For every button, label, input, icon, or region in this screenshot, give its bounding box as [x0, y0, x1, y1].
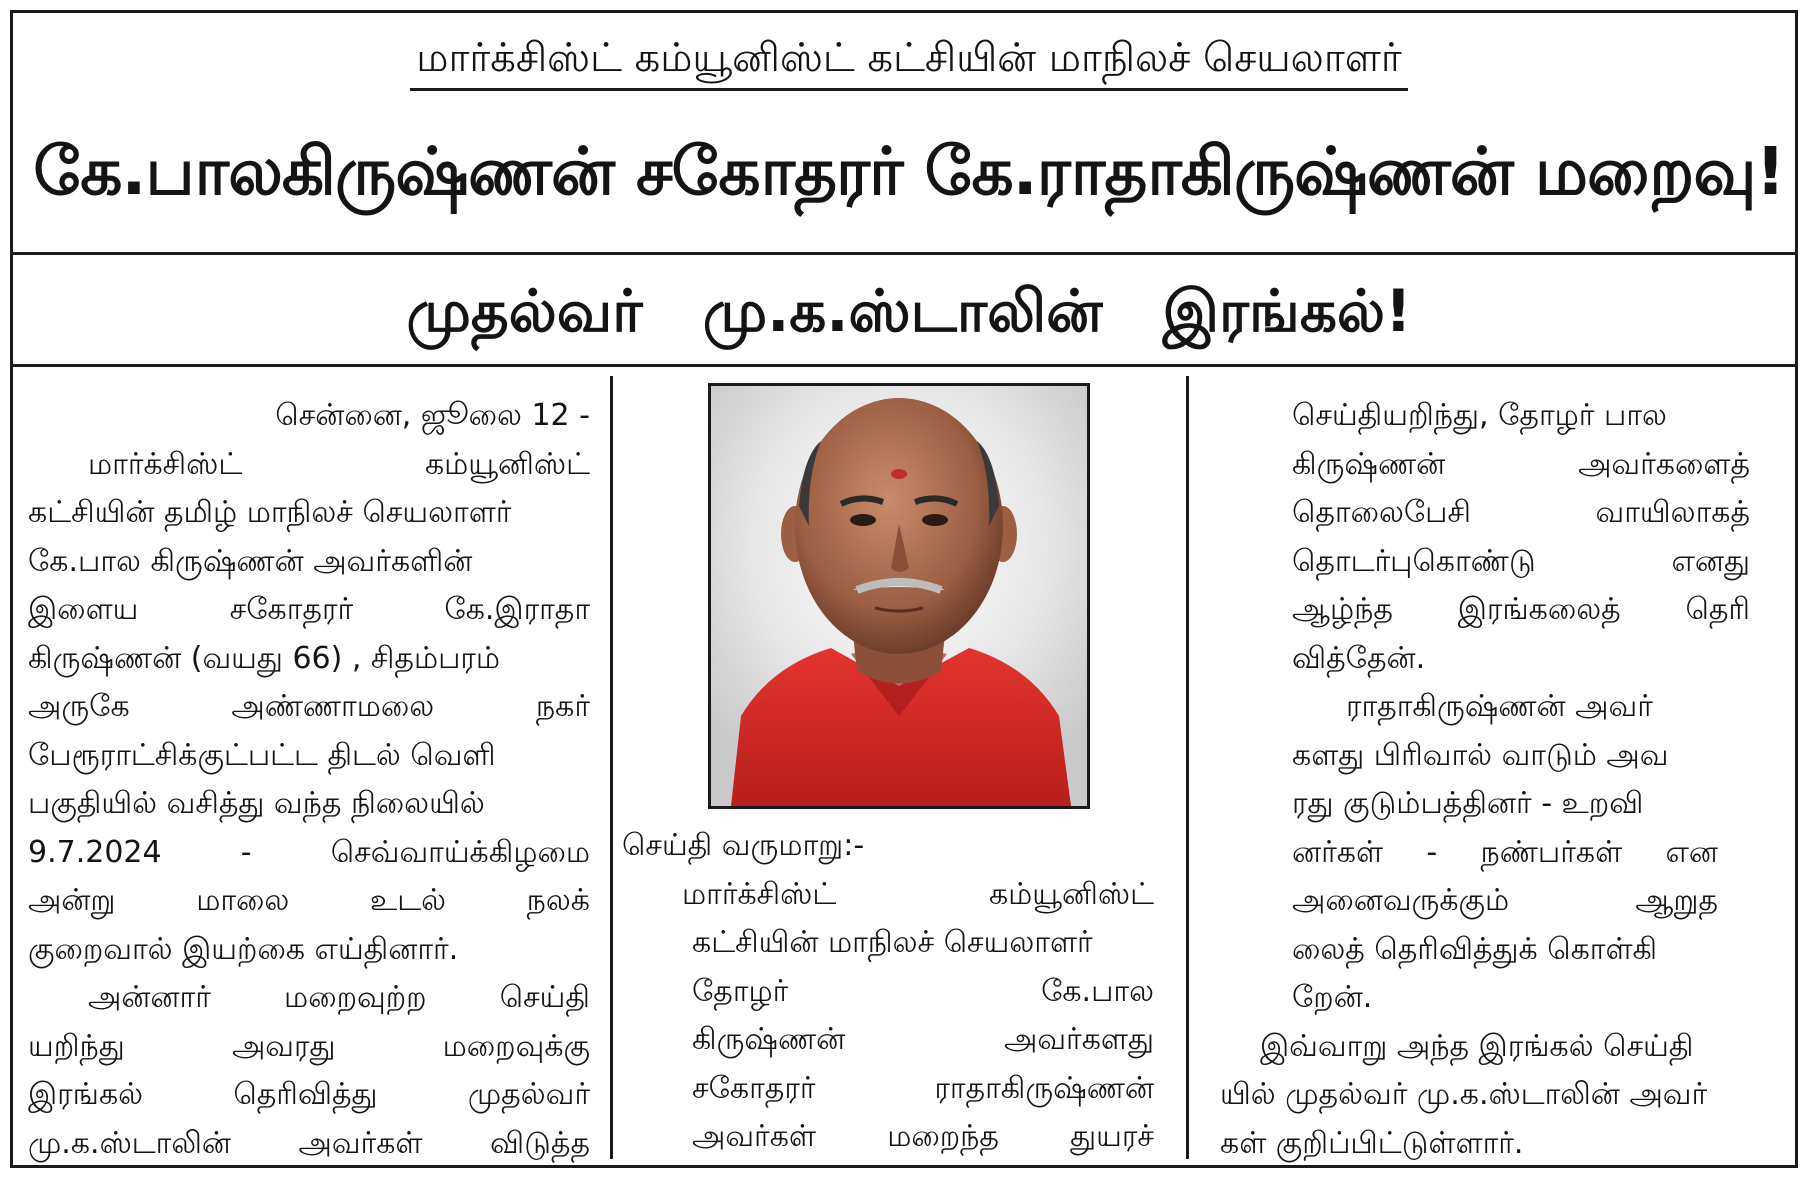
column-divider — [610, 376, 613, 1159]
kicker-line: மார்க்சிஸ்ட் கம்யூனிஸ்ட் கட்சியின் மாநிலச் செயலாளர் — [410, 32, 1407, 91]
headline: கே.பாலகிருஷ்ணன் சகோதரர் கே.ராதாகிருஷ்ணன் மறைவு! — [33, 133, 1785, 210]
body-line: றேன். — [1292, 980, 1373, 1015]
body-line: 9.7.2024 - செவ்வாய்க்கிழமை — [28, 834, 590, 870]
divider-rule — [10, 252, 1798, 255]
body-line: தொடர்புகொண்டு எனது — [1292, 543, 1750, 579]
body-line: செய்தி வருமாறு:- — [622, 828, 865, 863]
body-line: களது பிரிவால் வாடும் அவ — [1292, 737, 1669, 773]
body-line: யறிந்து அவரது மறைவுக்கு — [28, 1028, 590, 1064]
body-line: னர்கள் - நண்பர்கள் என — [1292, 834, 1718, 870]
body-line: பேரூராட்சிக்குட்பட்ட திடல் வெளி — [28, 737, 496, 773]
body-line: கட்சியின் தமிழ் மாநிலச் செயலாளர் — [28, 495, 512, 530]
body-line: அனைவருக்கும் ஆறுத — [1292, 883, 1718, 918]
body-line: அவர்கள் மறைந்த துயரச் — [692, 1119, 1154, 1154]
body-line: கிருஷ்ணன் அவர்களைத் — [1292, 446, 1750, 482]
body-line: பகுதியில் வசித்து வந்த நிலையில் — [28, 786, 485, 821]
body-line: கட்சியின் மாநிலச் செயலாளர் — [692, 925, 1093, 960]
body-line: ரது குடும்பத்தினர் - உறவி — [1292, 786, 1644, 821]
body-line: தொலைபேசி வாயிலாகத் — [1292, 495, 1750, 530]
body-line: இவ்வாறு அந்த இரங்கல் செய்தி — [1260, 1028, 1694, 1064]
body-line: அருகே அண்ணாமலை நகர் — [28, 689, 590, 724]
body-line: குறைவால் இயற்கை எய்தினார். — [28, 931, 459, 967]
portrait-photo — [708, 383, 1090, 809]
kicker-container — [0, 32, 1818, 91]
dateline: சென்னை, ஜூலை 12 - — [275, 398, 590, 433]
body-line: கே.பால கிருஷ்ணன் அவர்களின் — [28, 543, 473, 579]
body-line: யில் முதல்வர் மு.க.ஸ்டாலின் அவர் — [1220, 1077, 1708, 1112]
body-line: மார்க்சிஸ்ட் கம்யூனிஸ்ட் — [682, 876, 1154, 912]
body-line: லைத் தெரிவித்துக் கொள்கி — [1292, 931, 1658, 967]
body-line: அன்று மாலை உடல் நலக் — [28, 883, 590, 918]
body-line: சகோதரர் ராதாகிருஷ்ணன் — [692, 1070, 1154, 1106]
article-column-middle — [622, 822, 1170, 1162]
portrait-illustration — [711, 386, 1087, 806]
column-divider — [1186, 376, 1189, 1159]
body-line: செய்தியறிந்து, தோழர் பால — [1292, 398, 1667, 433]
body-line: ராதாகிருஷ்ணன் அவர் — [1346, 689, 1653, 724]
body-line: அன்னார் மறைவுற்ற செய்தி — [88, 980, 590, 1015]
body-line: வித்தேன். — [1292, 640, 1426, 676]
body-line: மு.க.ஸ்டாலின் அவர்கள் விடுத்த — [28, 1125, 590, 1161]
article-column-left — [28, 392, 590, 1168]
body-line: கிருஷ்ணன் அவர்களது — [692, 1022, 1154, 1057]
body-line: கள் குறிப்பிட்டுள்ளார். — [1220, 1125, 1524, 1161]
body-line: தோழர் கே.பால — [692, 973, 1154, 1009]
article-column-right — [1216, 392, 1782, 1168]
body-line: இளைய சகோதரர் கே.இராதா — [28, 592, 590, 627]
body-line: இரங்கல் தெரிவித்து முதல்வர் — [28, 1077, 590, 1112]
subheadline: முதல்வர் மு.க.ஸ்டாலின் இரங்கல்! — [406, 277, 1412, 345]
body-line: மார்க்சிஸ்ட் கம்யூனிஸ்ட் — [88, 446, 590, 482]
body-line: ஆழ்ந்த இரங்கலைத் தெரி — [1292, 592, 1750, 627]
body-line: கிருஷ்ணன் (வயது 66) , சிதம்பரம் — [28, 640, 501, 676]
divider-rule — [10, 364, 1798, 367]
